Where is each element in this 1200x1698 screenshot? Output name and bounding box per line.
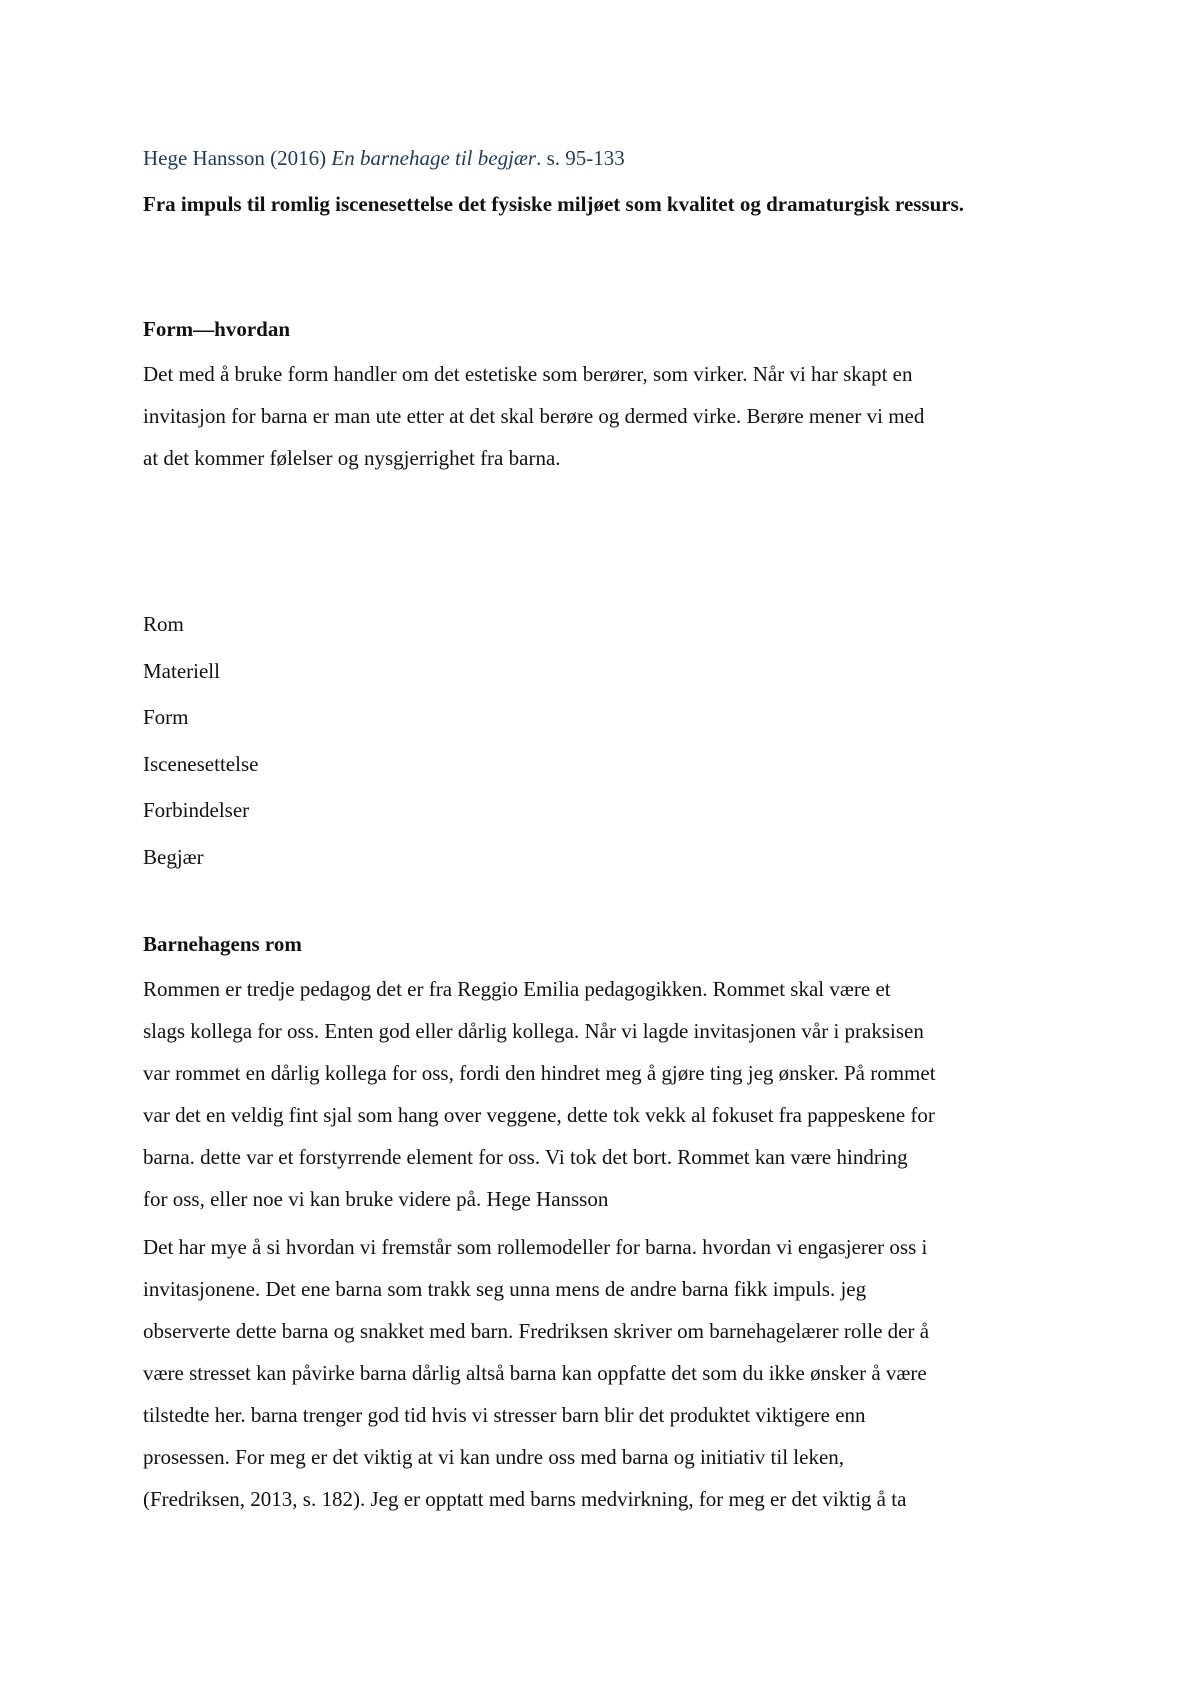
rom-paragraph-1 [143, 968, 1073, 1220]
paragraph-line: for oss, eller noe vi kan bruke videre på. Hege Hansson [143, 1187, 609, 1211]
paragraph-line: Det har mye å si hvordan vi fremstår som rollemodeller for barna. hvordan vi engasjerer oss i [143, 1235, 928, 1259]
paragraph-line: Rommen er tredje pedagog det er fra Reggio Emilia pedagogikken. Rommet skal være et [143, 977, 891, 1001]
paragraph-line: invitasjonene. Det ene barna som trakk seg unna mens de andre barna fikk impuls. jeg [143, 1277, 867, 1301]
paragraph-line: invitasjon for barna er man ute etter at det skal berøre og dermed virke. Berøre mener vi med [143, 404, 925, 428]
rom-paragraph-2 [143, 1226, 1073, 1520]
paragraph-line: var rommet en dårlig kollega for oss, fordi den hindret meg å gjøre ting jeg ønsker. På rommet [143, 1061, 936, 1085]
reference-author-year: Hege Hansson (2016) [143, 146, 332, 170]
form-paragraph [143, 353, 1073, 479]
keyword-item: Begjær [143, 844, 204, 869]
reference-line [143, 142, 1073, 174]
paragraph-line: Det med å bruke form handler om det estetiske som berører, som virker. Når vi har skapt en [143, 362, 913, 386]
paragraph-line: var det en veldig fint sjal som hang over veggene, dette tok vekk al fokuset fra pappeskene for [143, 1103, 935, 1127]
keyword-item: Iscenesettelse [143, 751, 259, 776]
keyword-item: Forbindelser [143, 798, 250, 822]
paragraph-line: observerte dette barna og snakket med barn. Fredriksen skriver om barnehagelærer rolle der å [143, 1319, 930, 1343]
paragraph-line: være stresset kan påvirke barna dårlig altså barna kan oppfatte det som du ikke ønsker å være [143, 1361, 927, 1385]
section-heading-barnehagens-rom: Barnehagens rom [143, 932, 302, 956]
paragraph-line: tilstedte her. barna trenger god tid hvis vi stresser barn blir det produktet viktigere enn [143, 1403, 866, 1427]
paragraph-line: prosessen. For meg er det viktig at vi kan undre oss med barna og initiativ til leken, [143, 1445, 845, 1469]
reference-book-title: En barnehage til begjær [331, 146, 537, 170]
keyword-item: Form [143, 705, 189, 729]
paragraph-line: (Fredriksen, 2013, s. 182). Jeg er opptatt med barns medvirkning, for meg er det viktig å ta [143, 1487, 907, 1511]
keyword-item: Materiell [143, 658, 220, 683]
keyword-item: Rom [143, 612, 184, 636]
reference-pages: . s. 95-133 [536, 146, 625, 170]
paragraph-line: slags kollega for oss. Enten god eller dårlig kollega. Når vi lagde invitasjonen vår i praksisen [143, 1019, 924, 1043]
keyword-list [143, 601, 1073, 880]
section-heading-form: Form—hvordan [143, 317, 290, 341]
paragraph-line: barna. dette var et forstyrrende element for oss. Vi tok det bort. Rommet kan være hindring [143, 1145, 908, 1169]
paragraph-line: at det kommer følelser og nysgjerrighet fra barna. [143, 446, 561, 470]
document-subtitle: Fra impuls til romlig iscenesettelse det fysiske miljøet som kvalitet og dramaturgisk ressurs. [143, 192, 965, 216]
